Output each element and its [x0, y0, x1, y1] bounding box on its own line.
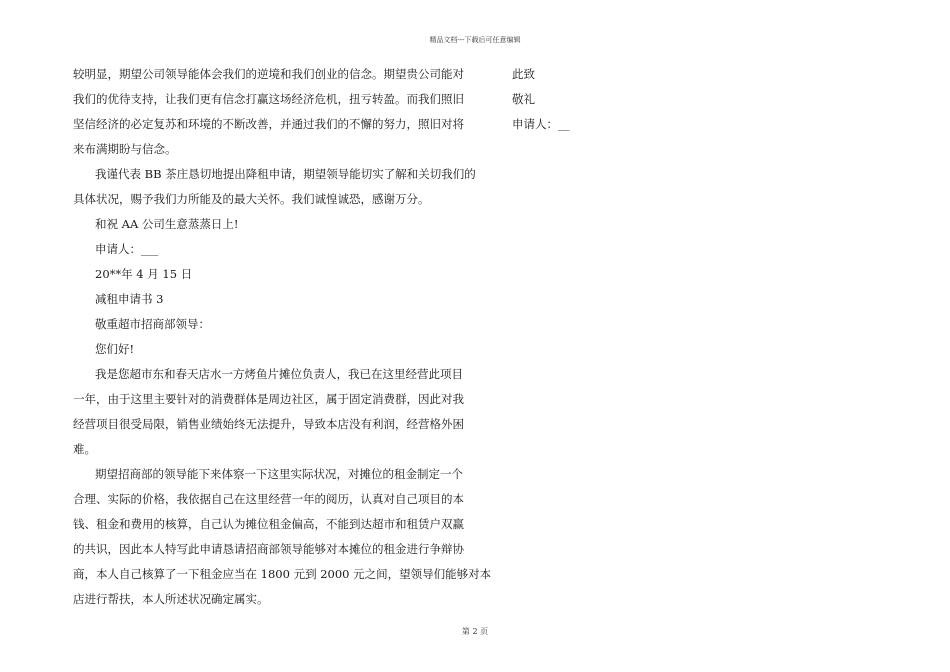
text-line: 我是您超市东和春天店水一方烤鱼片摊位负责人，我已在这里经营此项目: [95, 367, 463, 381]
text-line: 的共识，因此本人特写此申请恳请招商部领导能够对本摊位的租金进行争辩协: [73, 542, 464, 556]
text-line: 经营项目很受局限，销售业绩始终无法提升，导致本店没有利润，经营格外困: [73, 417, 464, 431]
text-line: 20**年 4 月 15 日: [95, 267, 193, 281]
text-line: 我谨代表 BB 茶庄恳切地提出降租申请，期望领导能切实了解和关切我们的: [95, 167, 476, 181]
text-line: 和祝 AA 公司生意蒸蒸日上!: [95, 217, 239, 231]
text-line: 一年，由于这里主要针对的消费群体是周边社区，属于固定消费群，因此对我: [73, 392, 464, 406]
text-line: 钱、租金和费用的核算，自己认为摊位租金偏高，不能到达超市和租赁户双赢: [73, 517, 464, 531]
text-line: 您们好!: [95, 342, 135, 356]
text-line: 来布满期盼与信念。: [73, 142, 177, 156]
page-number: 第 2 页: [461, 627, 489, 636]
text-line: 合理、实际的价格，我依据自己在这里经营一年的阅历，认真对自己项目的本: [73, 492, 464, 506]
text-line: 商，本人自己核算了一下租金应当在 1800 元到 2000 元之间，望领导们能够对本: [73, 567, 492, 581]
right-text-column: [512, 66, 712, 141]
text-line: 申请人：___: [95, 242, 159, 256]
text-line: 敬重超市招商部领导：: [95, 317, 210, 331]
text-line: 我们的优待支持，让我们更有信念打赢这场经济危机，扭亏转盈。而我们照旧: [73, 92, 464, 106]
text-line: 具体状况，赐予我们力所能及的最大关怀。我们诚惶诚恐，感谢万分。: [73, 192, 430, 206]
page-header: 精品文档---下载后可任意编辑: [429, 36, 521, 44]
closing-line: 此致: [512, 67, 535, 81]
text-line: 坚信经济的必定复苏和环境的不断改善，并通过我们的不懈的努力，照旧对将: [73, 117, 464, 131]
text-line: 期望招商部的领导能下来体察一下这里实际状况，对摊位的租金制定一个: [95, 467, 463, 481]
left-text-column: [73, 66, 492, 616]
text-line: 难。: [73, 442, 96, 456]
text-line: 较明显，期望公司领导能体会我们的逆境和我们创业的信念。期望贵公司能对: [73, 67, 464, 81]
closing-line: 申请人：__: [512, 117, 570, 131]
text-line: 店进行帮扶，本人所述状况确定属实。: [73, 592, 269, 606]
closing-line: 敬礼: [512, 92, 535, 106]
text-line: 减租申请书 3: [95, 292, 164, 306]
